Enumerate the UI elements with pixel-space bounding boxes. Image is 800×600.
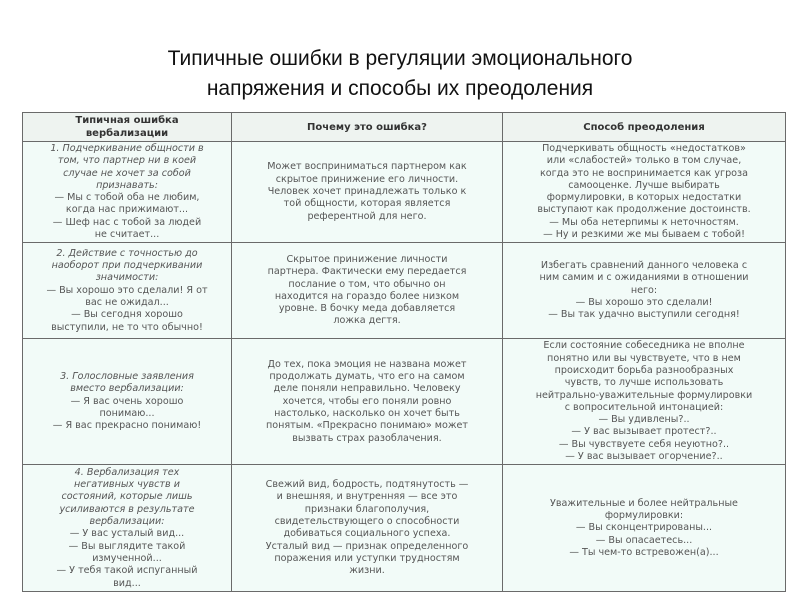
text-line: Усталый вид — признак определенного — [265, 540, 469, 552]
text-line: значимости: — [95, 272, 159, 284]
text-line: Человек хочет принадлежать только к — [267, 186, 467, 198]
text-line: — Вы хорошо это сделали! Я от — [46, 284, 208, 296]
text-line: — Я вас прекрасно понимаю! — [52, 420, 202, 432]
cell-why — [232, 465, 503, 592]
cell-solution — [503, 243, 786, 339]
text-line: том, что партнер ни в коей — [57, 155, 197, 167]
text-line: ним самим и с ожиданиями в отношении — [539, 272, 749, 284]
header-solution — [503, 113, 786, 142]
slide-title — [0, 44, 800, 104]
text-line: 4. Вербализация тех — [74, 466, 180, 478]
text-line: формулировки, в которых недостатки — [546, 192, 742, 204]
table-row — [23, 142, 786, 243]
text-line: До тех, пока эмоция не названа может — [267, 358, 467, 370]
text-line: понятым. «Прекрасно понимаю» может — [266, 420, 468, 432]
text-line: вид... — [113, 577, 141, 589]
text-line: — Вы сконцентрированы... — [575, 522, 713, 534]
text-line: находится на гораздо более низком — [274, 290, 460, 302]
cell-error — [23, 339, 232, 465]
text-line: Уважительные и более нейтральные — [550, 497, 738, 509]
text-line: — Мы оба нетерпимы к неточностям. — [549, 216, 739, 228]
text-line: — Вы хорошо это сделали! — [575, 297, 713, 309]
text-line: выступают как продолжение достоинств. — [537, 204, 751, 216]
text-line: Может восприниматься партнером как — [267, 161, 467, 173]
table-row — [23, 243, 786, 339]
text-line: продолжать думать, что его на самом — [269, 371, 465, 383]
text-line: негативных чувств и — [74, 479, 180, 491]
text-line: понимаю... — [99, 408, 155, 420]
text-line: вербализации — [85, 128, 169, 139]
text-line: — У тебя такой испуганный — [56, 565, 198, 577]
text-line: вас не ожидал... — [85, 297, 169, 309]
header-error — [23, 113, 232, 142]
text-line: Способ преодоления — [583, 121, 705, 133]
text-line: или «слабостей» только в том случае, — [546, 155, 742, 167]
cell-error — [23, 465, 232, 592]
text-line: референтной для него. — [307, 210, 427, 222]
text-line: Почему это ошибка? — [307, 121, 427, 133]
cell-why — [232, 142, 503, 243]
cell-solution — [503, 339, 786, 465]
text-line: — Ты чем-то встревожен(а)... — [569, 546, 719, 558]
cell-why — [232, 243, 503, 339]
text-line: чувств, то лучше использовать — [564, 377, 724, 389]
text-line: признаки благополучия, — [304, 503, 430, 515]
text-line: формулировки: — [604, 509, 684, 521]
text-line: Избегать сравнений данного человека с — [540, 260, 748, 272]
slide-title-line: напряжения и способы их преодоления — [206, 77, 594, 100]
text-line: происходит борьба разнообразных — [554, 364, 734, 376]
text-line: Подчеркивать общность «недостатков» — [542, 143, 746, 154]
text-line: — Ну и резкими же мы бываем с тобой! — [543, 229, 745, 241]
text-line: не считает... — [94, 229, 160, 241]
text-line: — У вас усталый вид... — [69, 528, 185, 540]
text-line: партнера. Фактически ему передается — [267, 266, 467, 278]
text-line: самооценке. Лучше выбирать — [568, 179, 720, 191]
text-line: 1. Подчеркивание общности в — [50, 143, 204, 154]
text-line: Если состояние собеседника не вполне — [543, 340, 745, 352]
header-why — [232, 113, 503, 142]
text-line: Типичная ошибка — [75, 115, 179, 126]
table-row — [23, 465, 786, 592]
text-line: нейтрально-уважительные формулировки — [535, 389, 753, 401]
text-line: и внешняя, и внутренняя — все это — [276, 491, 458, 503]
text-line: ложка дегтя. — [333, 315, 401, 327]
text-line: 2. Действие с точностью до — [56, 247, 198, 259]
text-line: состояний, которые лишь — [61, 491, 193, 503]
slide-title-line: Типичные ошибки в регуляции эмоционального — [167, 47, 633, 70]
text-line: хочется, чтобы его поняли ровно — [282, 395, 452, 407]
errors-table — [22, 112, 786, 592]
text-line: — У вас вызывает протест?.. — [571, 426, 717, 438]
text-line: — Вы так удачно выступили сегодня! — [548, 309, 740, 321]
table-header-row — [23, 113, 786, 142]
text-line: — Вы выглядите такой — [68, 540, 186, 552]
text-line: — Вы удивлены?.. — [598, 414, 690, 426]
text-line: усиливаются в результате — [59, 503, 195, 515]
text-line: настолько, насколько он хочет быть — [274, 408, 460, 420]
text-line: вербализации: — [89, 516, 165, 528]
text-line: понятно или вы чувствуете, что в нем — [547, 352, 741, 364]
text-line: свидетельствующего о способности — [274, 516, 460, 528]
text-line: вместо вербализации: — [70, 383, 184, 395]
text-line: деле поняли неправильно. Человеку — [273, 383, 461, 395]
cell-error — [23, 243, 232, 339]
text-line: послание о том, что обычно он — [288, 278, 446, 290]
text-line: Свежий вид, бодрость, подтянутость — — [265, 479, 469, 491]
text-line: — Я вас очень хорошо — [70, 395, 184, 407]
text-line: Скрытое принижение личности — [286, 253, 448, 265]
text-line: — У вас вызывает огорчение?.. — [565, 451, 723, 463]
text-line: 3. Голословные заявления — [60, 371, 194, 383]
text-line: — Шеф нас с тобой за людей — [52, 216, 202, 228]
text-line: поражения или уступки трудностям — [274, 552, 460, 564]
text-line: него: — [630, 284, 658, 296]
text-line: — Вы чувствуете себя неуютно?.. — [558, 438, 730, 450]
text-line: наоборот при подчеркивании — [51, 260, 203, 272]
text-line: — Вы сегодня хорошо — [71, 309, 183, 321]
cell-error — [23, 142, 232, 243]
text-line: скрытое принижение его личности. — [275, 173, 459, 185]
cell-solution — [503, 465, 786, 592]
text-line: когда нас прижимают... — [65, 204, 189, 216]
text-line: — Мы с тобой оба не любим, — [54, 192, 200, 204]
table-row — [23, 339, 786, 465]
text-line: жизни. — [349, 565, 385, 577]
text-line: с вопросительной интонацией: — [564, 401, 724, 413]
text-line: вызвать страх разоблачения. — [292, 432, 442, 444]
text-line: уровне. В бочку меда добавляется — [278, 303, 456, 315]
text-line: выступили, не то что обычно! — [51, 321, 203, 333]
text-line: добиваться социального успеха. — [283, 528, 451, 540]
text-line: измученной... — [92, 552, 162, 564]
text-line: когда это не воспринимается как угроза — [539, 167, 749, 179]
cell-solution — [503, 142, 786, 243]
text-line: той общности, которая является — [283, 198, 451, 210]
text-line: — Вы опасаетесь... — [595, 534, 693, 546]
text-line: признавать: — [96, 179, 158, 191]
text-line: случае не хочет за собой — [63, 167, 191, 179]
cell-why — [232, 339, 503, 465]
